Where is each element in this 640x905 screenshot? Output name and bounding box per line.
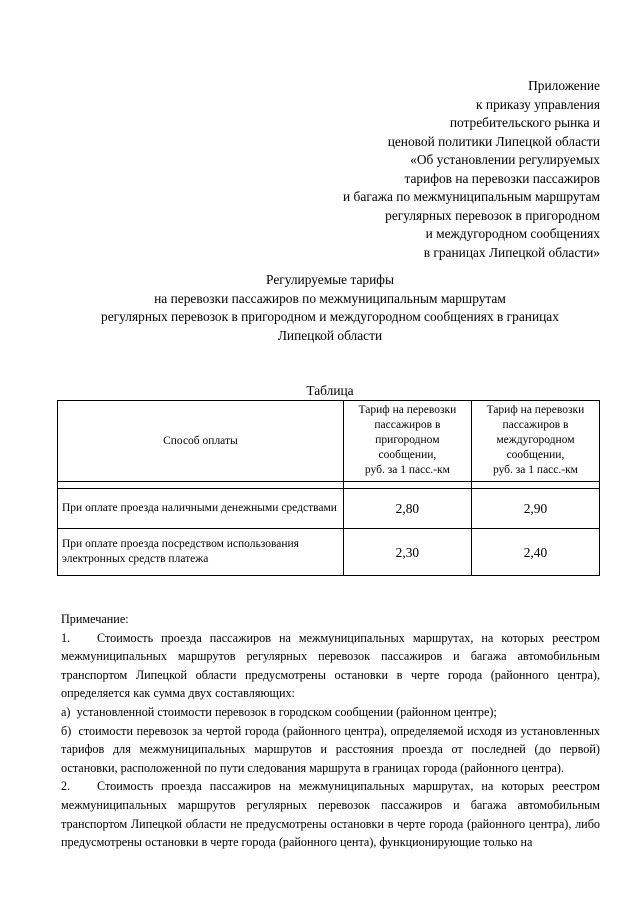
row-suburban-value: 2,30 [343,529,471,576]
header-line: Тариф на перевозки [358,404,457,416]
appendix-line: и междугородном сообщениях [425,226,600,241]
header-suburban-tariff [343,401,471,482]
note-number: 1. [61,630,71,645]
header-intercity-tariff [471,401,599,482]
appendix-line: потребительского рынка и [449,115,600,130]
header-line: пригородном [375,434,440,446]
header-line: сообщении, [378,449,437,461]
note-number: 2. [61,779,71,794]
appendix-line: Приложение [528,78,600,93]
table-header-row [58,401,600,482]
row-intercity-value: 2,40 [471,529,599,576]
note-item [61,703,600,722]
note-text: Стоимость проезда пассажиров на межмуниципальных маршрутах, на которых реестром межмуниципальных маршрутов регулярных перевозок пассажиров и багажа автомобильным транспортом Липецкой области не предусмотрены остановки в черте города (районного центра), либо предусмотрены остановки в черте города (районного цента), функционирующие только на [61,779,600,850]
header-line: руб. за 1 пасс.-км [364,464,450,476]
title-line: Липецкой области [277,327,383,343]
table-spacer-row [58,482,600,489]
document-title [40,271,620,345]
note-number: а) [61,704,71,719]
appendix-line: тарифов на перевозки пассажиров [404,170,600,186]
header-line: пассажиров в [502,419,569,431]
notes-section [61,610,600,852]
tariff-table [57,400,600,576]
table-row [58,489,600,529]
appendix-block [343,77,600,262]
title-line: Регулируемые тарифы [266,272,394,287]
header-line: пассажиров в [374,419,441,431]
note-item [61,722,600,778]
header-line: сообщении, [506,449,565,461]
appendix-line: регулярных перевозок в пригородном [385,207,600,223]
appendix-line: к приказу управления [476,96,600,112]
header-line: междугородном [496,434,575,446]
row-intercity-value: 2,90 [471,489,599,529]
title-line: регулярных перевозок в пригородном и междугородном сообщениях в границах [101,309,559,324]
header-line: Тариф на перевозки [486,404,585,416]
table-caption: Таблица [306,383,354,398]
row-payment-method: При оплате проезда посредством использования электронных средств платежа [58,529,344,576]
note-text: стоимости перевозок за чертой города (районного центра), определяемой исходя из установленных тарифов для межмуниципальных маршрутов и расстояния проезда от последней (до первой) остановки, расположенной по пути следования маршрута в границах города (районного центра). [61,723,600,775]
header-payment-method: Способ оплаты [58,401,344,482]
note-item [61,629,600,703]
appendix-line: ценовой политики Липецкой области [387,133,600,149]
appendix-line: и багажа по межмуниципальным маршрутам [343,189,600,204]
row-payment-method: При оплате проезда наличными денежными средствами [58,489,344,529]
note-text: Стоимость проезда пассажиров на межмуниципальных маршрутах, на которых реестром межмуниципальных маршрутов регулярных перевозок пассажиров и багажа автомобильным транспортом Липецкой области предусмотрены остановки в черте города (районного центра), определяется как сумма двух составляющих: [61,630,600,701]
appendix-line: в границах Липецкой области» [423,244,600,260]
appendix-line: «Об установлении регулируемых [410,152,600,167]
note-item [61,777,600,851]
row-suburban-value: 2,80 [343,489,471,529]
title-line: на перевозки пассажиров по межмуниципальным маршрутам [154,290,506,306]
note-text: установленной стоимости перевозок в городском сообщении (районном центре); [76,704,497,719]
table-row [58,529,600,576]
notes-heading: Примечание: [61,612,129,626]
note-number: б) [61,723,72,738]
header-line: руб. за 1 пасс.-км [492,464,578,476]
